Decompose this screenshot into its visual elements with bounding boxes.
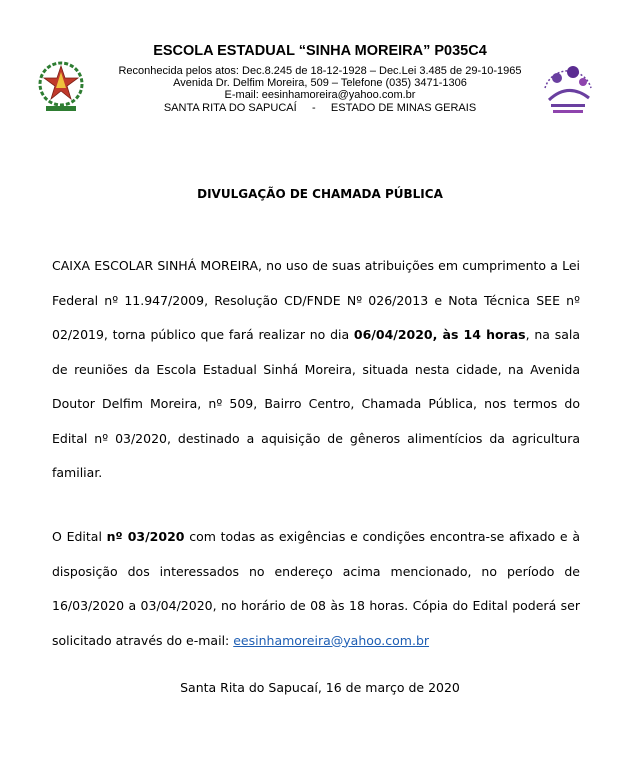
edital-number: nº 03/2020 (106, 529, 185, 544)
paragraph2-text: O Edital (52, 529, 107, 544)
school-address: Avenida Dr. Delfim Moreira, 509 – Telefone (035) 3471-1306 (173, 77, 467, 89)
announcement-paragraph (52, 249, 580, 491)
paragraph1-text: CAIXA ESCOLAR SINHÁ MOREIRA, no uso de suas atribuições em cumprimento a Lei Federal nº 11.947/2009, Resolução CD/FNDE Nº 026/2013 e Nota Técnica SEE nº 02/2019, torna público que fará realizar no dia (52, 258, 580, 342)
school-name: ESCOLA ESTADUAL “SINHA MOREIRA” P035C4 (153, 43, 487, 59)
document-title: DIVULGAÇÃO DE CHAMADA PÚBLICA (197, 187, 443, 201)
paragraph2-text-continued: com todas as exigências e condições encontra-se afixado e à disposição dos interessados no endereço acima mencionado, no período de 16/03/2020 a 03/04/2020, no horário de 08 às 18 horas. Cópia do Edital poderá ser solicitado através do e-mail: (52, 529, 580, 648)
paragraph1-text-continued: , na sala de reuniões da Escola Estadual Sinhá Moreira, situada nesta cidade, na Avenida Doutor Delfim Moreira, nº 509, Bairro Centro, Chamada Pública, nos termos do Edital nº 03/2020, destinado a aquisição de gêneros alimentícios da agricultura familiar. (52, 327, 581, 480)
school-city-state: SANTA RITA DO SAPUCAÍ - ESTADO DE MINAS GERAIS (163, 102, 477, 114)
email-link[interactable]: eesinhamoreira@yahoo.com.br (233, 632, 430, 648)
meeting-date-time: 06/04/2020, às 14 horas (353, 327, 526, 342)
school-decrees: Reconhecida pelos atos: Dec.8.245 de 18-12-1928 – Dec.Lei 3.485 de 29-10-1965 (118, 65, 522, 77)
school-email: E-mail: eesinhamoreira@yahoo.com.br (224, 89, 416, 101)
school-caixa-escolar-logo-icon (533, 48, 603, 120)
edital-paragraph (52, 520, 580, 658)
place-and-date: Santa Rita do Sapucaí, 16 de março de 2020 (180, 680, 460, 695)
letterhead (0, 40, 640, 130)
